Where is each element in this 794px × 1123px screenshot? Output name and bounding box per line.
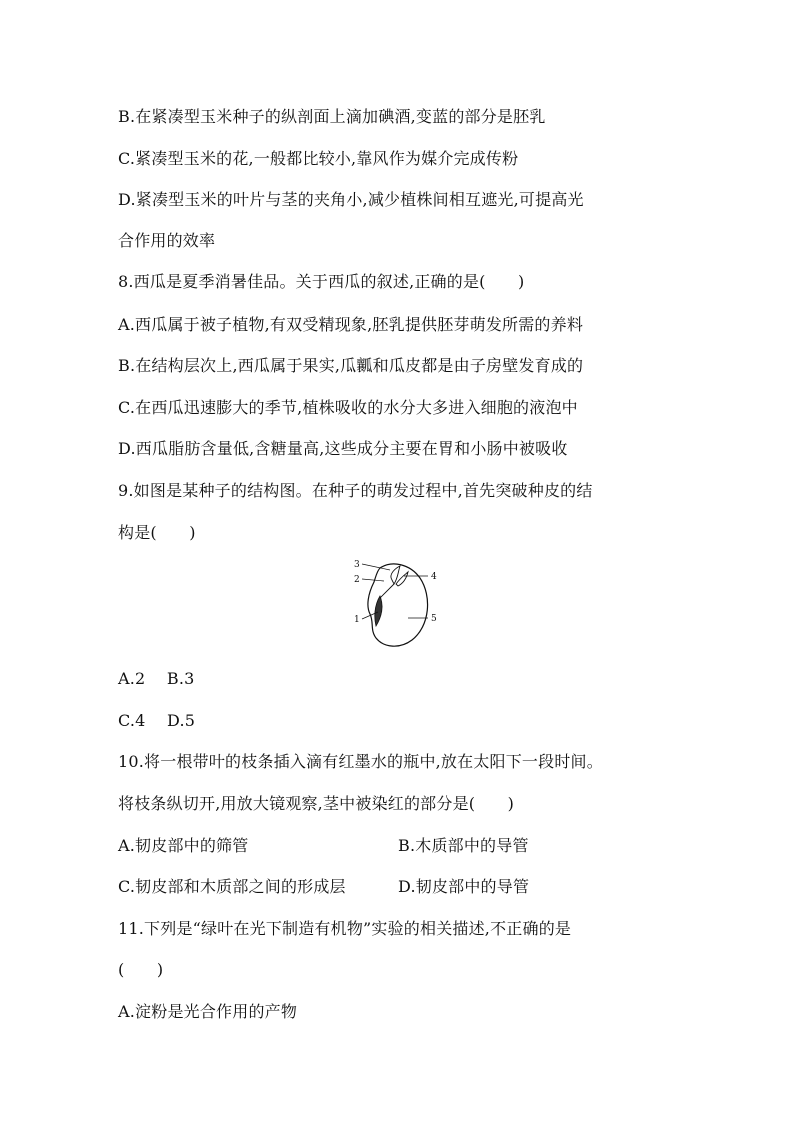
question-10: 10.将一根带叶的枝条插入滴有红墨水的瓶中,放在太阳下一段时间。 bbox=[118, 752, 603, 771]
leader-line-2 bbox=[362, 579, 384, 581]
radicle-shape bbox=[375, 596, 382, 626]
question-11-cont: ( ) bbox=[118, 960, 164, 979]
question-9-cont: 构是( ) bbox=[118, 523, 196, 542]
figure-label-1: 1 bbox=[354, 615, 360, 625]
question-10-row-cd bbox=[118, 877, 530, 897]
option-b-corn: B.在紧凑型玉米种子的纵剖面上滴加碘酒,变蓝的部分是胚乳 bbox=[118, 107, 546, 126]
figure-label-3: 3 bbox=[354, 560, 360, 570]
option-d-corn: D.紧凑型玉米的叶片与茎的夹角小,减少植株间相互遮光,可提高光 bbox=[118, 190, 584, 209]
question-10-option-b: B.木质部中的导管 bbox=[398, 836, 529, 855]
question-8-option-a: A.西瓜属于被子植物,有双受精现象,胚乳提供胚芽萌发所需的养料 bbox=[118, 315, 584, 334]
question-8-option-b: B.在结构层次上,西瓜属于果实,瓜瓤和瓜皮都是由子房壁发育成的 bbox=[118, 356, 584, 375]
question-11-option-a: A.淀粉是光合作用的产物 bbox=[118, 1002, 298, 1021]
hypocotyl-line bbox=[380, 584, 394, 598]
question-9: 9.如图是某种子的结构图。在种子的萌发过程中,首先突破种皮的结 bbox=[118, 481, 593, 500]
question-8-option-c: C.在西瓜迅速膨大的季节,植株吸收的水分大多进入细胞的液泡中 bbox=[118, 398, 578, 417]
question-8: 8.西瓜是夏季消暑佳品。关于西瓜的叙述,正确的是( ) bbox=[118, 272, 525, 291]
question-10-option-a: A.韧皮部中的筛管 bbox=[118, 836, 249, 855]
figure-label-2: 2 bbox=[354, 575, 360, 585]
question-10-option-c: C.韧皮部和木质部之间的形成层 bbox=[118, 877, 346, 896]
figure-label-4: 4 bbox=[431, 572, 437, 582]
figure-label-5: 5 bbox=[431, 614, 437, 624]
question-10-option-d: D.韧皮部中的导管 bbox=[398, 877, 530, 896]
seed-structure-figure bbox=[340, 556, 450, 652]
question-8-option-d: D.西瓜脂肪含量低,含糖量高,这些成分主要在胃和小肠中被吸收 bbox=[118, 439, 568, 458]
option-c-corn: C.紧凑型玉米的花,一般都比较小,靠风作为媒介完成传粉 bbox=[118, 149, 519, 168]
question-10-row-ab bbox=[118, 836, 529, 856]
question-9-options-ab: A.2 B.3 bbox=[118, 669, 195, 688]
question-10-cont: 将枝条纵切开,用放大镜观察,茎中被染红的部分是( ) bbox=[118, 794, 515, 813]
question-9-options-cd: C.4 D.5 bbox=[118, 711, 196, 730]
option-d-corn-cont: 合作用的效率 bbox=[118, 231, 216, 250]
question-11: 11.下列是“绿叶在光下制造有机物”实验的相关描述,不正确的是 bbox=[118, 919, 572, 938]
